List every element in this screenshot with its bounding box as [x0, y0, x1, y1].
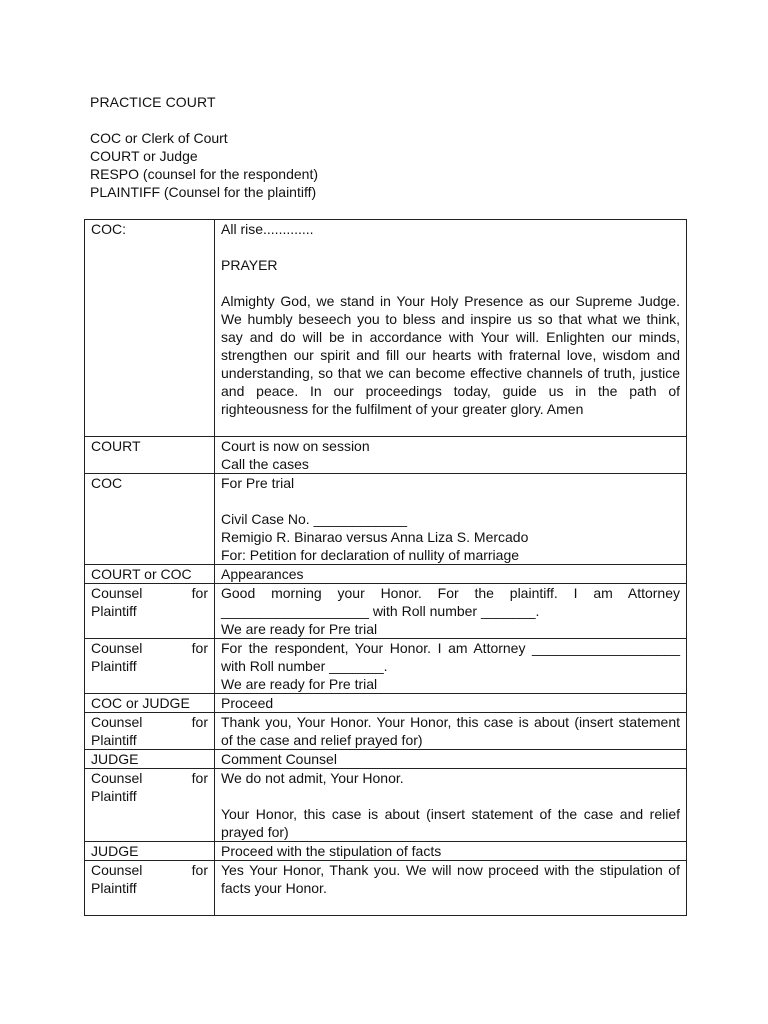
case-number-line: Civil Case No. ____________	[221, 511, 408, 527]
speaker-cell	[85, 861, 215, 916]
speaker-word: for	[191, 862, 208, 878]
dialogue-line: Proceed	[221, 695, 274, 711]
speaker-cell: JUDGE	[85, 842, 215, 861]
dialogue-line: Yes Your Honor, Thank you. We will now proceed with the stipulation of facts your Honor.	[221, 862, 680, 896]
dialogue-line: For Pre trial	[221, 475, 295, 491]
speaker-word: Counsel	[91, 640, 143, 656]
legend-item: COURT or Judge	[90, 148, 198, 164]
page-title: PRACTICE COURT	[90, 94, 216, 110]
speaker-word: Plaintiff	[91, 732, 137, 748]
dialogue-cell	[215, 639, 687, 694]
dialogue-line: Good morning your Honor. For the plaintiff. I am Attorney ___________________ with Roll number _______.	[221, 585, 680, 619]
speaker-word: for	[191, 585, 208, 601]
speaker-word: for	[191, 770, 208, 786]
dialogue-line: For the respondent, Your Honor. I am Attorney ___________________ with Roll number _______.	[221, 640, 680, 674]
dialogue-line: Proceed with the stipulation of facts	[221, 843, 442, 859]
dialogue-line: We do not admit, Your Honor.	[221, 770, 404, 786]
role-legend	[90, 129, 318, 201]
speaker-word: Plaintiff	[91, 603, 137, 619]
legend-item: PLAINTIFF (Counsel for the plaintiff)	[90, 184, 317, 200]
dialogue-cell	[215, 584, 687, 639]
table-row	[85, 474, 687, 565]
speaker-cell: COC	[85, 474, 215, 565]
dialogue-line: Thank you, Your Honor. Your Honor, this case is about (insert statement of the case and relief prayed for)	[221, 714, 680, 748]
dialogue-line: Court is now on session	[221, 438, 370, 454]
table-row	[85, 220, 687, 437]
speaker-cell: COC or JUDGE	[85, 694, 215, 713]
speaker-word: Plaintiff	[91, 788, 137, 804]
speaker-cell	[85, 713, 215, 750]
speaker-word: Counsel	[91, 585, 143, 601]
prayer-text: Almighty God, we stand in Your Holy Presence as our Supreme Judge. We humbly beseech you to bless and inspire us so that what we think, say and do will be in accordance with Your will. Enlighten our minds, strengthen our spirit and fill our hearts with fraternal love, wisdom and understanding, so that we can become effective channels of truth, justice and peace. In our proceedings today, guide us in the path of righteousness for the fulfilment of your greater glory. Amen	[221, 293, 680, 417]
dialogue-cell	[215, 437, 687, 474]
table-row	[85, 750, 687, 769]
dialogue-cell	[215, 861, 687, 916]
speaker-word: Plaintiff	[91, 880, 137, 896]
speaker-cell	[85, 769, 215, 842]
dialogue-line: We are ready for Pre trial	[221, 676, 378, 692]
dialogue-cell	[215, 713, 687, 750]
dialogue-line: Appearances	[221, 566, 304, 582]
dialogue-cell	[215, 474, 687, 565]
table-row	[85, 584, 687, 639]
script-table	[84, 219, 687, 916]
table-row	[85, 565, 687, 584]
table-row	[85, 861, 687, 916]
table-row	[85, 769, 687, 842]
table-row	[85, 713, 687, 750]
dialogue-heading: PRAYER	[221, 257, 278, 273]
speaker-word: for	[191, 714, 208, 730]
speaker-cell	[85, 584, 215, 639]
speaker-word: Counsel	[91, 770, 143, 786]
dialogue-cell	[215, 220, 687, 437]
dialogue-cell	[215, 769, 687, 842]
dialogue-line: Call the cases	[221, 456, 309, 472]
dialogue-cell	[215, 694, 687, 713]
speaker-cell: JUDGE	[85, 750, 215, 769]
dialogue-cell	[215, 750, 687, 769]
speaker-cell: COC:	[85, 220, 215, 437]
speaker-word: Counsel	[91, 714, 143, 730]
table-row	[85, 842, 687, 861]
speaker-word: for	[191, 640, 208, 656]
dialogue-cell	[215, 565, 687, 584]
dialogue-line: Your Honor, this case is about (insert statement of the case and relief prayed for)	[221, 806, 680, 840]
table-row	[85, 694, 687, 713]
speaker-word: Plaintiff	[91, 658, 137, 674]
dialogue-line: All rise.............	[221, 221, 314, 237]
speaker-cell	[85, 639, 215, 694]
dialogue-line: Comment Counsel	[221, 751, 337, 767]
speaker-cell: COURT	[85, 437, 215, 474]
table-row	[85, 437, 687, 474]
legend-item: RESPO (counsel for the respondent)	[90, 166, 319, 182]
case-title-line: Remigio R. Binarao versus Anna Liza S. Mercado	[221, 529, 529, 545]
legend-item: COC or Clerk of Court	[90, 130, 228, 146]
dialogue-cell	[215, 842, 687, 861]
dialogue-line: We are ready for Pre trial	[221, 621, 378, 637]
speaker-cell: COURT or COC	[85, 565, 215, 584]
table-row	[85, 639, 687, 694]
speaker-word: Counsel	[91, 862, 143, 878]
case-petition-line: For: Petition for declaration of nullity of marriage	[221, 547, 520, 563]
